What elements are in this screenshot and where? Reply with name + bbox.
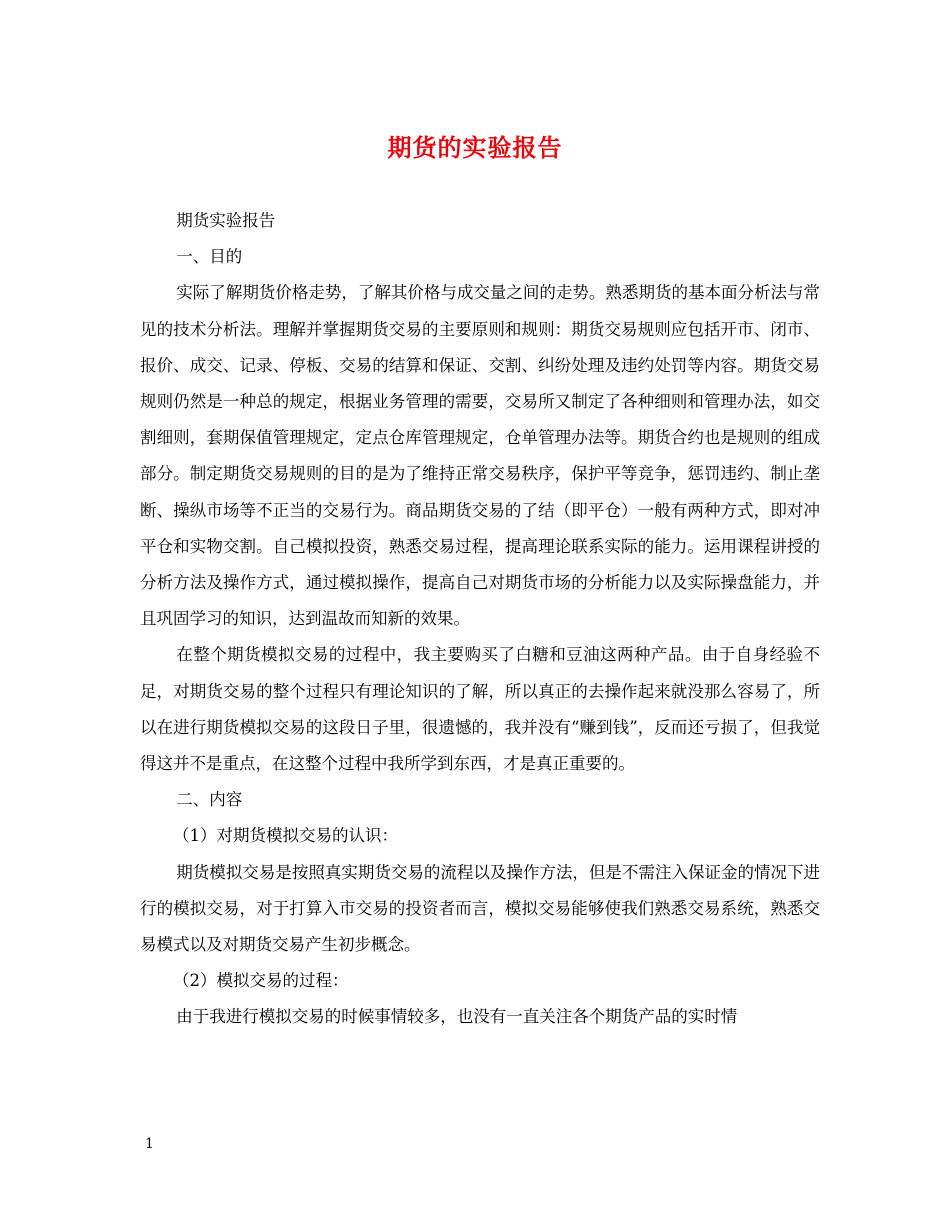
paragraph-understanding: 期货模拟交易是按照真实期货交易的流程以及操作方法，但是不需注入保证金的情况下进行的模拟交易，对于打算入市交易的投资者而言，模拟交易能够使我们熟悉交易系统，熟悉交易模式以及对期货交易产生初步概念。 <box>140 862 820 955</box>
paragraph-experience: 在整个期货模拟交易的过程中，我主要购买了白糖和豆油这两种产品。由于自身经验不足，对期货交易的整个过程只有理论知识的了解，所以真正的去操作起来就没那么容易了，所以在进行期货模拟交易的这段日子里，很遗憾的，我并没有“赚到钱”，反而还亏损了，但我觉得这并不是重点，在这整个过程中我所学到东西，才是真正重要的。 <box>140 645 820 774</box>
paragraph-report-heading: 期货实验报告 <box>176 211 276 230</box>
paragraph-purpose: 实际了解期货价格走势，了解其价格与成交量之间的走势。熟悉期货的基本面分析法与常见的技术分析法。理解并掌握期货交易的主要原则和规则：期货交易规则应包括开市、闭市、报价、成交、记录、停板、交易的结算和保证、交割、纠纷处理及违约处罚等内容。期货交易规则仍然是一种总的规定，根据业务管理的需要，交易所又制定了各种细则和管理办法，如交割细则，套期保值管理规定，定点仓库管理规定，仓单管理办法等。期货合约也是规则的组成部分。制定期货交易规则的目的是为了维持正常交易秩序，保护平等竞争，惩罚违约、制止垄断、操纵市场等不正当的交易行为。商品期货交易的了结（即平仓）一般有两种方式，即对冲平仓和实物交割。自己模拟投资，熟悉交易过程，提高理论联系实际的能力。运用课程讲授的分析方法及操作方式，通过模拟操作，提高自己对期货市场的分析能力以及实际操盘能力，并且巩固学习的知识，达到温故而知新的效果。 <box>140 283 820 629</box>
document-body <box>140 203 820 1036</box>
document-title: 期货的实验报告 <box>387 133 563 162</box>
subheading-process: （2）模拟交易的过程： <box>173 971 349 991</box>
paragraph-process: 由于我进行模拟交易的时候事情较多，也没有一直关注各个期货产品的实时情 <box>176 1007 738 1027</box>
subheading-understanding: （1）对期货模拟交易的认识： <box>173 826 398 846</box>
section-heading-content: 二、内容 <box>176 790 243 810</box>
page-number: 1 <box>145 1136 154 1152</box>
section-heading-purpose: 一、目的 <box>176 247 243 267</box>
